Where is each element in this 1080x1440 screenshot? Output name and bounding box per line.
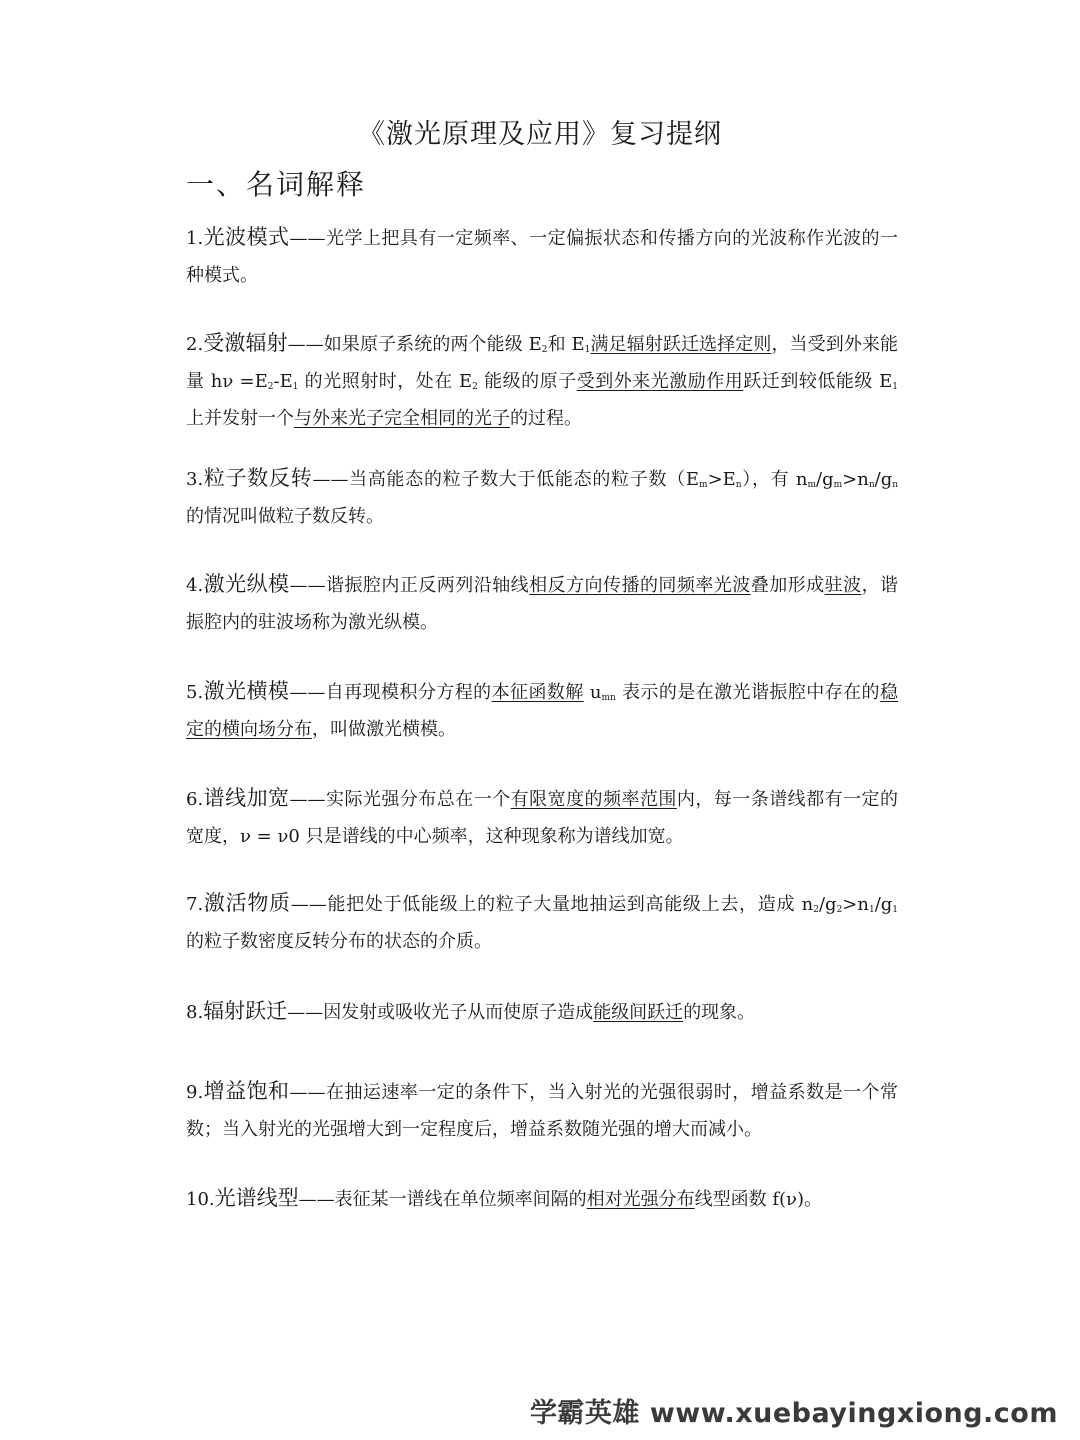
entry-number: 9.	[186, 1082, 204, 1103]
entry-number: 7.	[186, 894, 204, 915]
entry-number: 10.	[186, 1189, 215, 1210]
subscript: m	[807, 480, 816, 490]
entry-10	[186, 1180, 898, 1218]
subscript: 2	[813, 905, 819, 915]
subscript: 1	[584, 345, 591, 355]
entry-1	[186, 219, 898, 294]
entry-dash: ——	[290, 894, 327, 915]
entry-text: 的过程。	[510, 408, 582, 429]
entry-text: >n	[842, 894, 869, 915]
entry-number: 5.	[186, 682, 204, 703]
subscript: 2	[541, 345, 548, 355]
entry-text: 上并发射一个	[186, 408, 294, 429]
subscript: 2	[267, 382, 274, 392]
entry-text: 跃迁到较低能级 E	[743, 371, 893, 392]
entry-text: u	[583, 682, 602, 703]
subscript: n	[892, 480, 899, 490]
entry-dash: ——	[289, 789, 326, 810]
entry-text: /g	[818, 894, 837, 915]
entry-text: 能级的原子	[477, 371, 577, 392]
subscript: mn	[601, 693, 616, 703]
subscript: 1	[292, 382, 299, 392]
entry-text: 自再现模积分方程的	[325, 682, 492, 703]
underlined-phrase: 相对光强分布	[586, 1189, 695, 1210]
entry-text: 谐振腔内正反两列沿轴线	[325, 575, 530, 596]
entry-dash: ——	[287, 1002, 324, 1023]
entry-text: 和 E	[547, 334, 585, 355]
entry-text: >E	[707, 469, 736, 490]
underlined-phrase: 相反方向传播的同频率光波	[529, 575, 751, 596]
underlined-phrase: 稳定的横向场分布	[186, 682, 898, 740]
entry-text: 在抽运速率一定的条件下，当入射光的光强很弱时，增益系数是一个常数；当入射光的光强增大到一定程度后，增益系数随光强的增大而减小。	[186, 1082, 899, 1140]
entry-text: 叠加形成	[750, 575, 825, 596]
entry-term: 激光横模	[203, 679, 290, 703]
entry-text: 线型函数 f(ν)。	[694, 1189, 823, 1210]
entry-text: 内，每一条谱线都有一定的宽度，ν = ν0 只是谱线的中心频率，这种现象称为谱线加宽。	[186, 789, 899, 847]
underlined-phrase: 与外来光子完全相同的光子	[294, 408, 510, 429]
subscript: 2	[472, 382, 478, 392]
entry-term: 激活物质	[203, 891, 291, 915]
underlined-phrase: 本征函数解	[491, 682, 584, 703]
entry-text: 能把处于低能级上的粒子大量地抽运到高能级上去，造成 n	[326, 894, 814, 915]
entry-3	[186, 460, 898, 535]
site-watermark	[530, 1391, 1058, 1430]
entry-term: 增益饱和	[203, 1079, 290, 1103]
entry-dash: ——	[312, 469, 349, 490]
entry-dash: ——	[289, 575, 326, 596]
entry-text: 的光照射时，处在 E	[298, 371, 473, 392]
entry-number: 6.	[186, 789, 204, 810]
entry-dash: ——	[298, 1189, 335, 1210]
entry-number: 8.	[186, 1002, 204, 1023]
entry-7	[186, 885, 898, 960]
entry-text: 因发射或吸收光子从而使原子造成	[323, 1002, 594, 1023]
entry-number: 3.	[186, 469, 204, 490]
entry-term: 光谱线型	[214, 1186, 299, 1210]
subscript: n	[735, 480, 742, 490]
entry-dash: ——	[289, 1082, 326, 1103]
watermark-brand: 学霸英雄	[529, 1398, 640, 1429]
entry-text: 光学上把具有一定频率、一定偏振状态和传播方向的光波称作光波的一种模式。	[186, 228, 899, 286]
entry-text: ，叫做激光横模。	[312, 719, 456, 740]
entry-term: 光波模式	[203, 225, 290, 249]
entry-term: 辐射跃迁	[203, 999, 288, 1023]
entry-term: 受激辐射	[203, 331, 288, 355]
entry-term: 粒子数反转	[203, 466, 313, 490]
entry-text: 如果原子系统的两个能级 E	[323, 334, 542, 355]
entry-text: -E	[273, 371, 293, 392]
entry-text: ，当受到外来能量 hν =E	[186, 334, 899, 392]
entry-text: ），有 n	[741, 469, 808, 490]
entry-8	[186, 993, 898, 1031]
document-title: 《激光原理及应用》复习提纲	[358, 119, 722, 150]
entry-2	[186, 325, 898, 437]
entry-5	[186, 673, 898, 748]
underlined-phrase: 驻波	[824, 575, 862, 596]
subscript: 1	[868, 905, 875, 915]
entry-number: 1.	[186, 228, 204, 249]
entry-4	[186, 566, 898, 641]
entry-dash: ——	[289, 682, 326, 703]
entry-text: 当高能态的粒子数大于低能态的粒子数（E	[348, 469, 700, 490]
entry-number: 4.	[186, 575, 204, 596]
subscript: m	[699, 480, 708, 490]
entry-6	[186, 780, 898, 855]
entry-text: 的现象。	[683, 1002, 756, 1023]
entry-9	[186, 1073, 898, 1148]
entry-text: 的粒子数密度反转分布的状态的介质。	[186, 931, 492, 952]
section-heading: 一、名词解释	[186, 168, 367, 201]
underlined-phrase: 满足辐射跃迁选择定则	[590, 334, 772, 355]
entry-text: 实际光强分布总在一个	[325, 789, 511, 810]
underlined-phrase: 受到外来光激励作用	[576, 371, 744, 392]
entry-term: 谱线加宽	[203, 786, 290, 810]
entry-text: /g	[816, 469, 834, 490]
subscript: 1	[892, 905, 899, 915]
entry-text: >n	[842, 469, 869, 490]
subscript: m	[833, 480, 843, 490]
entry-text: ，谐振腔内的驻波场称为激光纵模。	[186, 575, 899, 633]
entry-dash: ——	[287, 334, 324, 355]
entry-dash: ——	[289, 228, 326, 249]
entry-text: 表示的是在激光谐振腔中存在的	[615, 682, 880, 703]
watermark-url: www.xuebayingxiong.com	[649, 1398, 1058, 1429]
underlined-phrase: 能级间跃迁	[593, 1002, 684, 1023]
entry-text: 的情况叫做粒子数反转。	[186, 506, 384, 527]
subscript: 1	[892, 382, 898, 392]
entry-text: /g	[874, 469, 893, 490]
subscript: 2	[836, 905, 843, 915]
entry-number: 2.	[186, 334, 204, 355]
subscript: n	[868, 480, 875, 490]
entry-text: /g	[874, 894, 893, 915]
entry-text: 表征某一谱线在单位频率间隔的	[334, 1189, 587, 1210]
entry-term: 激光纵模	[203, 572, 290, 596]
underlined-phrase: 有限宽度的频率范围	[510, 789, 677, 810]
